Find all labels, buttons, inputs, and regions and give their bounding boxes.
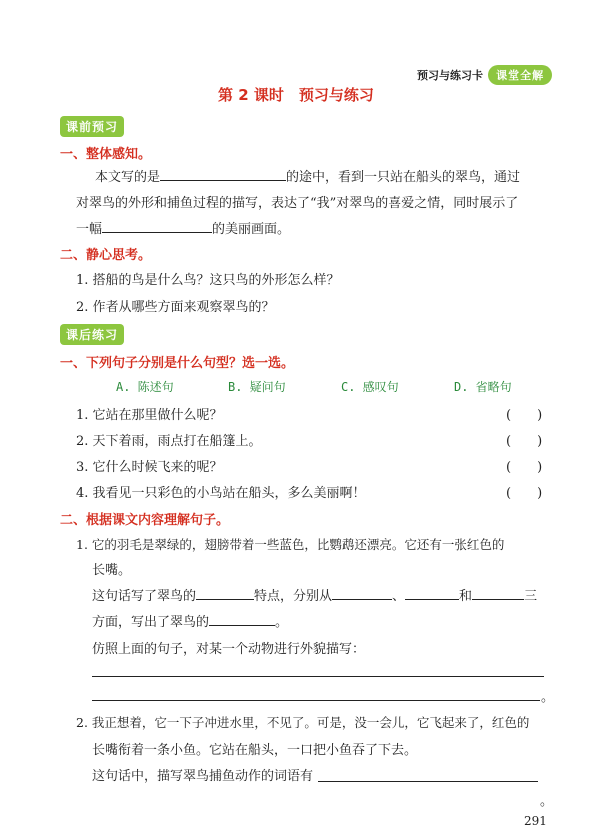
header-text: 预习与练习卡 [417, 69, 483, 82]
section-heading-think: 二、静心思考。 [60, 248, 152, 263]
overall-line-2: 对翠鸟的外形和捕鱼过程的描写，表达了“我”对翠鸟的喜爱之情，同时展示了 [76, 196, 519, 211]
q1-fill-line2-b: 。 [275, 615, 289, 630]
section-heading-understand: 二、根据课文内容理解句子。 [60, 513, 230, 528]
answer-line[interactable] [318, 781, 538, 782]
blank-field[interactable] [102, 218, 212, 233]
think-question-2: 2. 作者从哪些方面来观察翠鸟的？ [76, 300, 275, 315]
answer-paren[interactable]: ( ) [506, 408, 543, 423]
option-c: C. 感叹句 [341, 380, 399, 394]
after-class-badge-label: 课后练习 [60, 324, 124, 345]
answer-paren[interactable]: ( ) [506, 434, 543, 449]
answer-line[interactable] [92, 676, 544, 677]
after-class-badge [60, 324, 124, 345]
overall-line-1-a: 本文写的是 [95, 170, 161, 185]
understand-q2-line2: 长嘴衔着一条小鱼。它站在船头，一口把小鱼吞了下去。 [92, 743, 418, 758]
answer-paren[interactable]: ( ) [506, 486, 543, 501]
blank-field[interactable] [472, 585, 524, 600]
overall-line-1-b: 的途中，看到一只站在船头的翠鸟，通过 [286, 170, 521, 185]
overall-line-1 [95, 166, 520, 185]
q1-fill-a: 这句话写了翠鸟的 [92, 589, 197, 604]
pre-class-badge [60, 116, 124, 137]
section-heading-sentence-type: 一、下列句子分别是什么句型？选一选。 [60, 356, 295, 371]
q1-fill-c: 、 [392, 589, 406, 604]
understand-q1-fill-line2 [92, 611, 288, 630]
blank-field[interactable] [405, 585, 459, 600]
section-heading-overall: 一、整体感知。 [60, 147, 152, 162]
blank-field[interactable] [332, 585, 392, 600]
pre-class-badge-label: 课前预习 [60, 116, 124, 137]
understand-q2-fill: 这句话中，描写翠鸟捕鱼动作的词语有 [92, 769, 314, 784]
blank-field[interactable] [160, 166, 286, 181]
page-number: 291 [524, 814, 547, 828]
sentence-item-2: 2. 天下着雨，雨点打在船篷上。 [76, 434, 262, 449]
answer-line[interactable] [92, 700, 540, 701]
blank-field[interactable] [209, 611, 275, 626]
understand-q1-line2: 长嘴。 [92, 563, 132, 578]
q1-fill-e: 三 [524, 589, 538, 604]
q1-fill-d: 和 [459, 589, 473, 604]
sentence-item-1: 1. 它站在那里做什么呢？ [76, 408, 223, 423]
overall-line-3 [76, 218, 290, 237]
understand-q1-imitate: 仿照上面的句子，对某一个动物进行外貌描写： [92, 642, 366, 657]
understand-q2-line1: 2. 我正想着，它一下子冲进水里，不见了。可是，没一会儿，它飞起来了，红色的 [76, 715, 530, 730]
q2-fill-end: 。 [540, 794, 554, 809]
answer-paren[interactable]: ( ) [506, 460, 543, 475]
option-b: B. 疑问句 [228, 380, 286, 394]
header [417, 64, 552, 85]
sentence-item-4: 4. 我看见一只彩色的小鸟站在船头，多么美丽啊！ [76, 486, 366, 501]
think-question-1: 1. 搭船的鸟是什么鸟？这只鸟的外形怎么样？ [76, 273, 340, 288]
header-badge: 课堂全解 [488, 65, 552, 85]
sentence-item-3: 3. 它什么时候飞来的呢？ [76, 460, 223, 475]
option-d: D. 省略句 [454, 380, 512, 394]
q1-fill-line2-a: 方面，写出了翠鸟的 [92, 615, 210, 630]
answer-line-end: 。 [541, 690, 555, 705]
page-title: 第 2 课时 预习与练习 [218, 86, 374, 104]
overall-line-3-b: 的美丽画面。 [212, 222, 291, 237]
q1-fill-b: 特点，分别从 [254, 589, 333, 604]
overall-line-3-a: 一幅 [76, 222, 103, 237]
option-a: A. 陈述句 [116, 380, 174, 394]
blank-field[interactable] [196, 585, 254, 600]
understand-q1-line1: 1. 它的羽毛是翠绿的，翅膀带着一些蓝色，比鹦鹉还漂亮。它还有一张红色的 [76, 537, 505, 552]
understand-q1-fill [92, 585, 537, 604]
